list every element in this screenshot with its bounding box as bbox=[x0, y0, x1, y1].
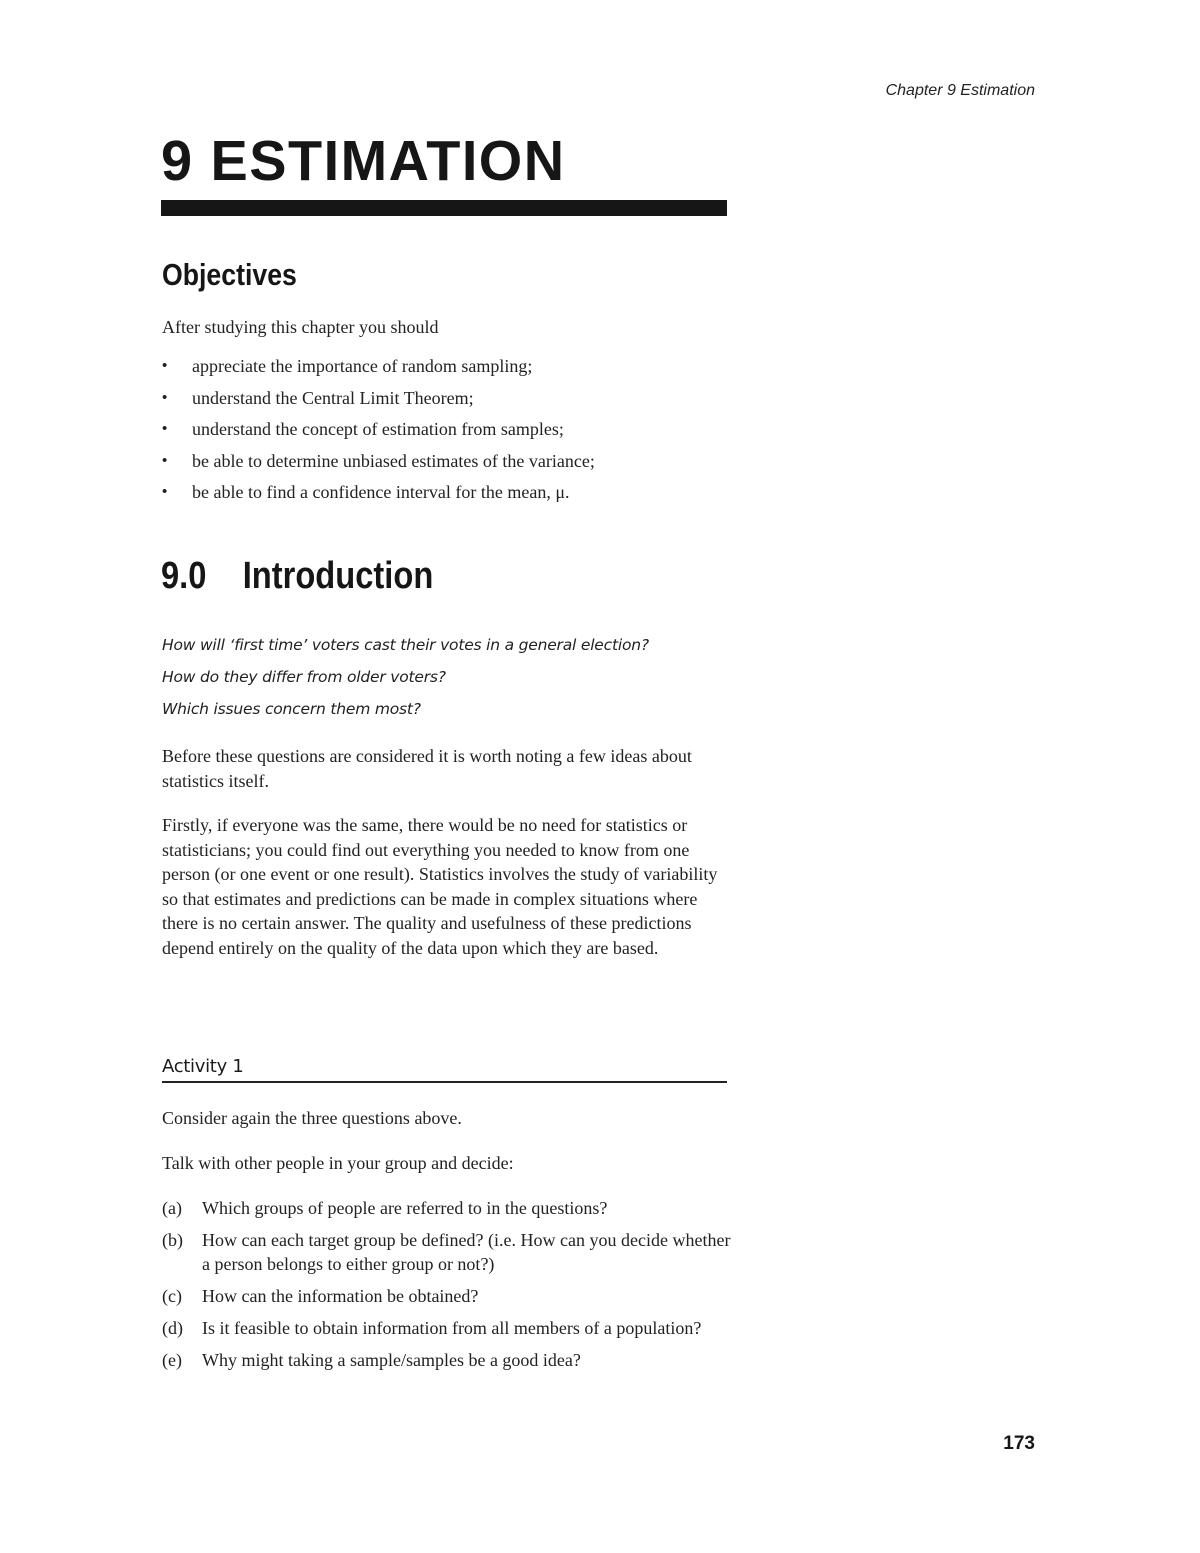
objective-text: appreciate the importance of random sampling; bbox=[192, 356, 533, 376]
title-rule bbox=[161, 200, 727, 216]
question-line: Which issues concern them most? bbox=[162, 700, 421, 718]
intro-questions bbox=[162, 636, 649, 732]
objective-text: be able to determine unbiased estimates of the variance; bbox=[192, 450, 595, 471]
bullet-icon: • bbox=[162, 388, 168, 406]
activity-questions bbox=[162, 1196, 742, 1380]
item-marker: (b) bbox=[162, 1229, 183, 1250]
item-text: Why might taking a sample/samples be a good idea? bbox=[202, 1350, 581, 1371]
running-head: Chapter 9 Estimation bbox=[885, 82, 1035, 99]
section-heading bbox=[161, 555, 433, 598]
item-marker: (c) bbox=[162, 1286, 182, 1307]
activity-paragraph-2: Talk with other people in your group and decide: bbox=[162, 1153, 514, 1173]
objective-item bbox=[162, 480, 762, 512]
objective-item bbox=[162, 417, 762, 449]
bullet-icon: • bbox=[162, 451, 168, 469]
item-marker: (d) bbox=[162, 1318, 183, 1339]
question-line: How do they differ from older voters? bbox=[162, 668, 446, 686]
activity-item bbox=[162, 1228, 742, 1277]
question-line: How will ‘first time’ voters cast their votes in a general election? bbox=[162, 636, 649, 654]
section-title: Introduction bbox=[242, 555, 434, 597]
item-text: How can each target group be defined? (i.e. How can you decide whether a person belongs to either group or not?) bbox=[202, 1229, 731, 1275]
activity-item bbox=[162, 1196, 742, 1221]
objective-text: be able to find a confidence interval for the mean, μ. bbox=[192, 482, 570, 503]
bullet-icon: • bbox=[162, 420, 168, 438]
intro-paragraph-2: Firstly, if everyone was the same, there would be no need for statistics or statisticians; you could find out everything you needed to know from one person (or one event or one result). Statistics involves the study of variability so that estimates and predictions can be made in complex situations where there is no certain answer. The quality and usefulness of these predictions depend entirely on the quality of the data upon which they are based. bbox=[162, 815, 718, 958]
page-number: 173 bbox=[1003, 1433, 1035, 1454]
chapter-title: 9 ESTIMATION bbox=[161, 129, 566, 193]
bullet-icon: • bbox=[162, 483, 168, 501]
activity-item bbox=[162, 1284, 742, 1309]
objective-text: understand the Central Limit Theorem; bbox=[192, 387, 474, 408]
intro-paragraph-1: Before these questions are considered it is worth noting a few ideas about statistics itself. bbox=[162, 746, 692, 791]
item-text: How can the information be obtained? bbox=[202, 1286, 479, 1307]
objectives-intro: After studying this chapter you should bbox=[162, 317, 439, 337]
item-text: Is it feasible to obtain information from all members of a population? bbox=[202, 1318, 702, 1339]
activity-heading: Activity 1 bbox=[162, 1056, 244, 1077]
objectives-list bbox=[162, 354, 762, 512]
objectives-heading: Objectives bbox=[162, 257, 297, 292]
item-text: Which groups of people are referred to in the questions? bbox=[202, 1198, 608, 1218]
section-number: 9.0 bbox=[161, 555, 207, 597]
activity-item bbox=[162, 1348, 742, 1373]
objective-text: understand the concept of estimation from samples; bbox=[192, 419, 564, 440]
activity-item bbox=[162, 1316, 742, 1341]
bullet-icon: • bbox=[162, 357, 168, 374]
item-marker: (e) bbox=[162, 1350, 182, 1371]
objective-item bbox=[162, 354, 762, 386]
item-marker: (a) bbox=[162, 1198, 182, 1218]
objective-item bbox=[162, 449, 762, 481]
objective-item bbox=[162, 386, 762, 418]
activity-paragraph-1: Consider again the three questions above. bbox=[162, 1108, 462, 1128]
activity-rule bbox=[162, 1081, 727, 1083]
